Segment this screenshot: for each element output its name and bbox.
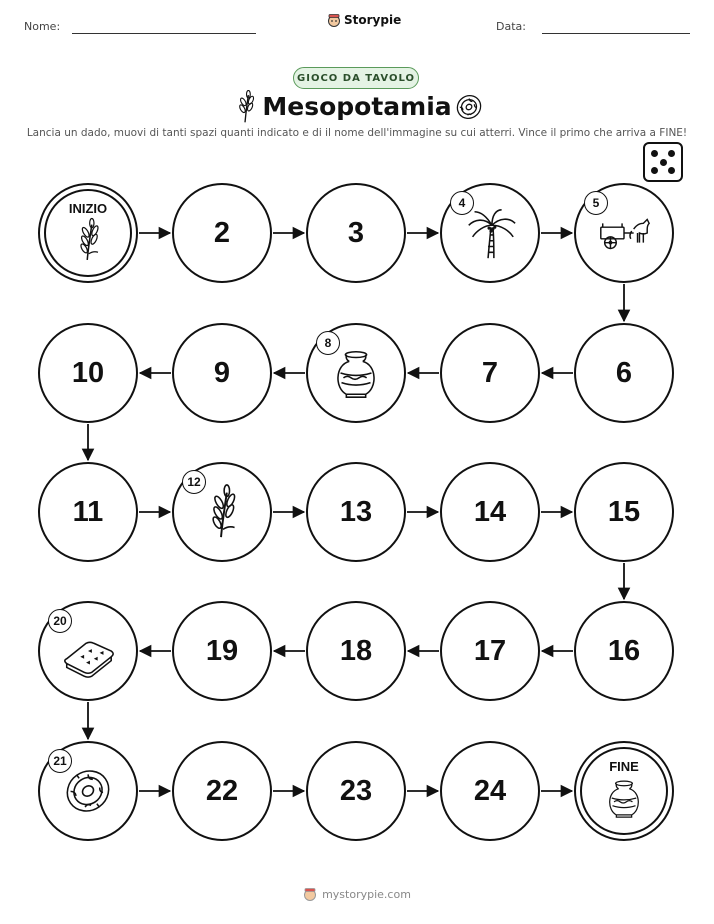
board-cell-17[interactable] — [440, 601, 540, 701]
board-cell-8[interactable] — [306, 323, 406, 423]
cell-number-badge: 4 — [450, 191, 474, 215]
cell-label: INIZIO — [68, 201, 108, 216]
cell-number: 9 — [213, 356, 231, 389]
wheat-icon — [193, 483, 251, 541]
cell-label: FINE — [609, 759, 639, 774]
cell-number: 18 — [339, 634, 373, 667]
board-cell-11[interactable] — [38, 462, 138, 562]
cell-number-badge: 20 — [48, 609, 72, 633]
storypie-mascot-icon — [303, 887, 317, 901]
board-cell-10[interactable] — [38, 323, 138, 423]
board-cell-23[interactable] — [306, 741, 406, 841]
cell-number: 16 — [607, 634, 641, 667]
board-cell-fine[interactable] — [574, 741, 674, 841]
board-cell-5[interactable] — [574, 183, 674, 283]
board-cell-14[interactable] — [440, 462, 540, 562]
cell-number: 2 — [213, 216, 231, 249]
cell-number: 17 — [473, 634, 507, 667]
cell-number: 11 — [72, 495, 104, 528]
board-cell-2[interactable] — [172, 183, 272, 283]
cell-number: 13 — [339, 495, 373, 528]
cylinder-seal-icon — [59, 762, 117, 820]
palm-tree-icon — [461, 204, 519, 262]
footer-site: mystorypie.com — [322, 887, 411, 901]
cell-number-badge: 21 — [48, 749, 72, 773]
board-cell-9[interactable] — [172, 323, 272, 423]
brand-name: Storypie — [344, 13, 402, 27]
cell-number: 3 — [347, 216, 365, 249]
footer — [0, 887, 714, 901]
board-cell-3[interactable] — [306, 183, 406, 283]
board-cell-18[interactable] — [306, 601, 406, 701]
cell-number-badge: 12 — [182, 470, 206, 494]
cell-number: 15 — [607, 495, 641, 528]
board-cell-22[interactable] — [172, 741, 272, 841]
board-cell-19[interactable] — [172, 601, 272, 701]
board-cell-24[interactable] — [440, 741, 540, 841]
page-title: Mesopotamia — [262, 92, 452, 121]
board-cell-inizio[interactable] — [38, 183, 138, 283]
cell-number-badge: 5 — [584, 191, 608, 215]
instructions: Lancia un dado, muovi di tanti spazi quanti indicato e di il nome dell'immagine su cui atterri. Vince il primo che arriva a FINE! — [26, 127, 688, 139]
cart-icon — [595, 204, 653, 262]
game-type-badge: GIOCO DA TAVOLO — [293, 67, 419, 89]
cell-number: 7 — [481, 356, 499, 389]
board-cell-6[interactable] — [574, 323, 674, 423]
cell-number: 22 — [205, 774, 239, 807]
board-cell-7[interactable] — [440, 323, 540, 423]
board-cell-16[interactable] — [574, 601, 674, 701]
pot-icon — [601, 775, 647, 821]
date-label: Data: — [496, 20, 526, 33]
board-cell-20[interactable] — [38, 601, 138, 701]
cell-number-badge: 8 — [316, 331, 340, 355]
board-cell-21[interactable] — [38, 741, 138, 841]
board-cell-4[interactable] — [440, 183, 540, 283]
cell-number: 23 — [339, 774, 373, 807]
board-cell-12[interactable] — [172, 462, 272, 562]
cell-number: 19 — [205, 634, 239, 667]
board-cell-15[interactable] — [574, 462, 674, 562]
pot-icon — [327, 344, 385, 402]
cell-number: 24 — [473, 774, 507, 807]
board-cell-13[interactable] — [306, 462, 406, 562]
wheat-icon — [65, 217, 111, 263]
cell-number: 6 — [615, 356, 633, 389]
clay-tablet-icon — [59, 622, 117, 680]
cell-number: 10 — [71, 356, 105, 389]
name-label: Nome: — [24, 20, 61, 33]
cell-number: 14 — [473, 495, 507, 528]
